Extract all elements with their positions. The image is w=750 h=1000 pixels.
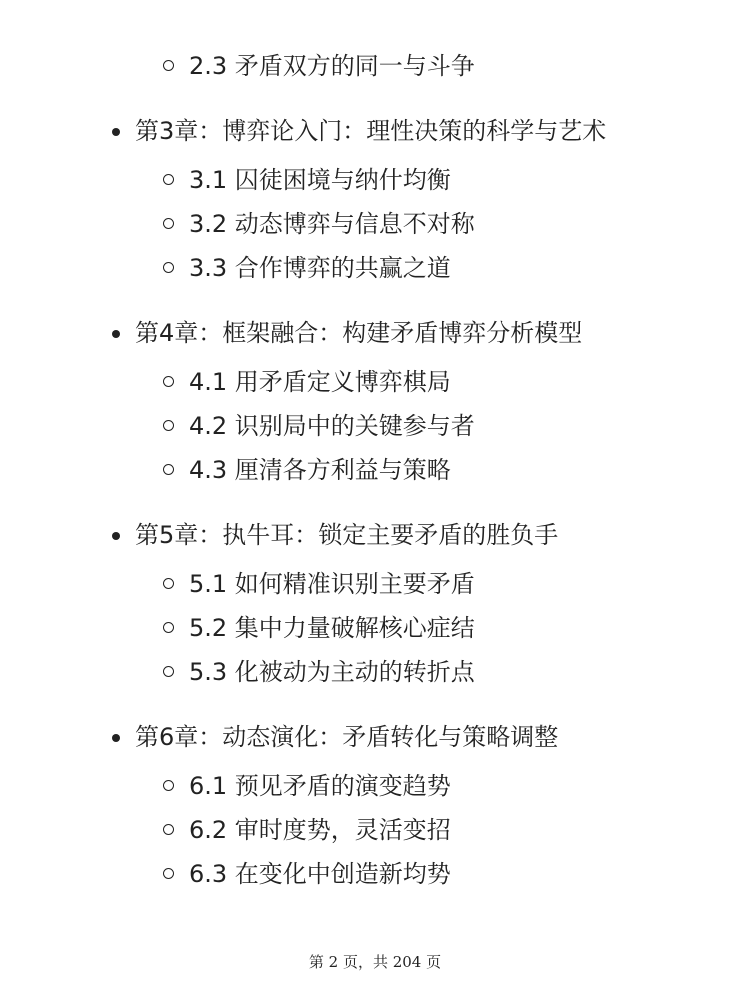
chapter-item — [0, 719, 750, 755]
section-list — [0, 364, 750, 488]
hollow-bullet-icon — [163, 262, 174, 273]
hollow-bullet-icon — [163, 578, 174, 589]
chapter-item — [0, 113, 750, 149]
section-item — [0, 768, 750, 804]
chapter-title: 第4章：框架融合：构建矛盾博弈分析模型 — [135, 319, 583, 347]
chapter-block — [0, 719, 750, 892]
hollow-bullet-icon — [163, 376, 174, 387]
section-list-ch2 — [0, 48, 750, 84]
section-item — [0, 566, 750, 602]
bullet-icon — [112, 330, 120, 338]
bullet-icon — [112, 128, 120, 136]
section-list — [0, 566, 750, 690]
section-item — [0, 48, 750, 84]
section-label: 3.2 动态博弈与信息不对称 — [189, 210, 475, 238]
hollow-bullet-icon — [163, 218, 174, 229]
hollow-bullet-icon — [163, 666, 174, 677]
hollow-bullet-icon — [163, 174, 174, 185]
section-label: 6.1 预见矛盾的演变趋势 — [189, 772, 451, 800]
section-label: 4.2 识别局中的关键参与者 — [189, 412, 475, 440]
section-label: 2.3 矛盾双方的同一与斗争 — [189, 52, 475, 80]
section-item — [0, 452, 750, 488]
hollow-bullet-icon — [163, 622, 174, 633]
page-number-label: 第 2 页，共 204 页 — [308, 953, 442, 971]
section-label: 5.3 化被动为主动的转折点 — [189, 658, 475, 686]
chapter-item — [0, 315, 750, 351]
section-label: 3.3 合作博弈的共赢之道 — [189, 254, 451, 282]
section-label: 6.2 审时度势，灵活变招 — [189, 816, 451, 844]
section-label: 4.1 用矛盾定义博弈棋局 — [189, 368, 451, 396]
hollow-bullet-icon — [163, 60, 174, 71]
chapter-title: 第3章：博弈论入门：理性决策的科学与艺术 — [135, 117, 607, 145]
hollow-bullet-icon — [163, 464, 174, 475]
section-label: 6.3 在变化中创造新均势 — [189, 860, 451, 888]
section-item — [0, 856, 750, 892]
section-label: 4.3 厘清各方利益与策略 — [189, 456, 451, 484]
hollow-bullet-icon — [163, 780, 174, 791]
chapter-block — [0, 517, 750, 690]
chapter-block — [0, 315, 750, 488]
chapter-title: 第6章：动态演化：矛盾转化与策略调整 — [135, 723, 559, 751]
section-item — [0, 250, 750, 286]
hollow-bullet-icon — [163, 824, 174, 835]
section-list — [0, 768, 750, 892]
bullet-icon — [112, 734, 120, 742]
chapter-item — [0, 517, 750, 553]
section-item — [0, 162, 750, 198]
page-footer — [0, 951, 750, 972]
section-item — [0, 206, 750, 242]
chapter-list — [0, 113, 750, 892]
table-of-contents — [0, 48, 750, 892]
bullet-icon — [112, 532, 120, 540]
section-label: 5.2 集中力量破解核心症结 — [189, 614, 475, 642]
section-label: 3.1 囚徒困境与纳什均衡 — [189, 166, 451, 194]
section-item — [0, 408, 750, 444]
section-item — [0, 654, 750, 690]
chapter-block — [0, 113, 750, 286]
hollow-bullet-icon — [163, 868, 174, 879]
section-list — [0, 162, 750, 286]
chapter-title: 第5章：执牛耳：锁定主要矛盾的胜负手 — [135, 521, 559, 549]
section-item — [0, 610, 750, 646]
section-label: 5.1 如何精准识别主要矛盾 — [189, 570, 475, 598]
section-item — [0, 364, 750, 400]
section-item — [0, 812, 750, 848]
hollow-bullet-icon — [163, 420, 174, 431]
